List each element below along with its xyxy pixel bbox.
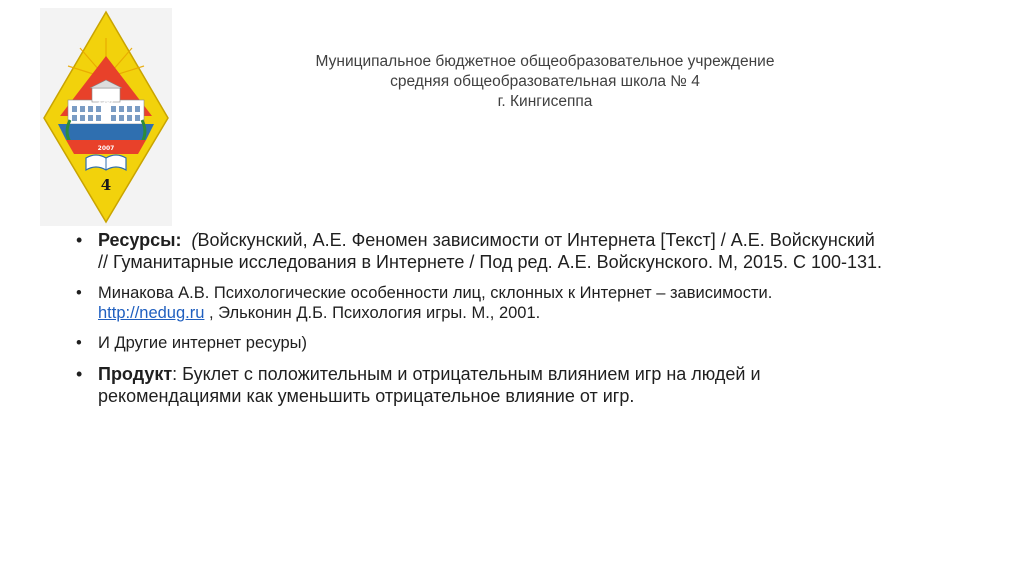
minakova-line-2 — [98, 303, 972, 323]
list-item-others — [72, 333, 972, 353]
svg-text:4: 4 — [100, 176, 112, 194]
resources-citation-part-1: Войскунский, А.Е. Феномен зависимости от Интернета [Текст] / А.Е. Войскунский — [197, 230, 875, 250]
bullet-marker: • — [76, 230, 83, 250]
resources-open-paren: ( — [191, 230, 198, 250]
school-emblem-logo — [40, 8, 172, 226]
bullet-marker: • — [76, 334, 82, 352]
svg-text:1907: 1907 — [97, 98, 115, 105]
list-item-product — [72, 363, 972, 407]
bullet-marker: • — [76, 364, 83, 384]
others-text: И Другие интернет ресуры) — [98, 334, 307, 352]
product-label: Продукт — [98, 364, 173, 384]
school-emblem-graphic — [40, 8, 172, 226]
nedug-link[interactable]: http://nedug.ru — [98, 304, 205, 322]
product-line-1-rest: : Буклет с положительным и отрицательным влиянием игр на людей и — [172, 364, 761, 384]
resources-line-1 — [98, 229, 972, 251]
svg-text:2007: 2007 — [97, 145, 115, 152]
product-line-1 — [98, 363, 972, 385]
resources-citation-part-2: // Гуманитарные исследования в Интернете / Под ред. А.Е. Войскунского. М, 2015. С 100-131. — [98, 252, 883, 272]
bullet-list — [72, 229, 972, 417]
bullet-marker: • — [76, 284, 82, 302]
header-line-3: г. Кингисеппа — [497, 93, 593, 110]
minakova-line-2-rest: , Эльконин Д.Б. Психология игры. М., 2001. — [204, 304, 541, 322]
minakova-line-1: Минакова А.В. Психологические особенности лиц, склонных к Интернет – зависимости. — [98, 284, 773, 302]
product-line-2: рекомендациями как уменьшить отрицательное влияние от игр. — [98, 386, 635, 406]
school-header — [200, 52, 890, 112]
header-line-1: Муниципальное бюджетное общеобразовательное учреждение — [315, 53, 775, 70]
list-item-resources — [72, 229, 972, 273]
list-item-minakova — [72, 283, 972, 323]
resources-label: Ресурсы: — [98, 230, 182, 250]
header-line-2: средняя общеобразовательная школа № 4 — [390, 73, 700, 90]
